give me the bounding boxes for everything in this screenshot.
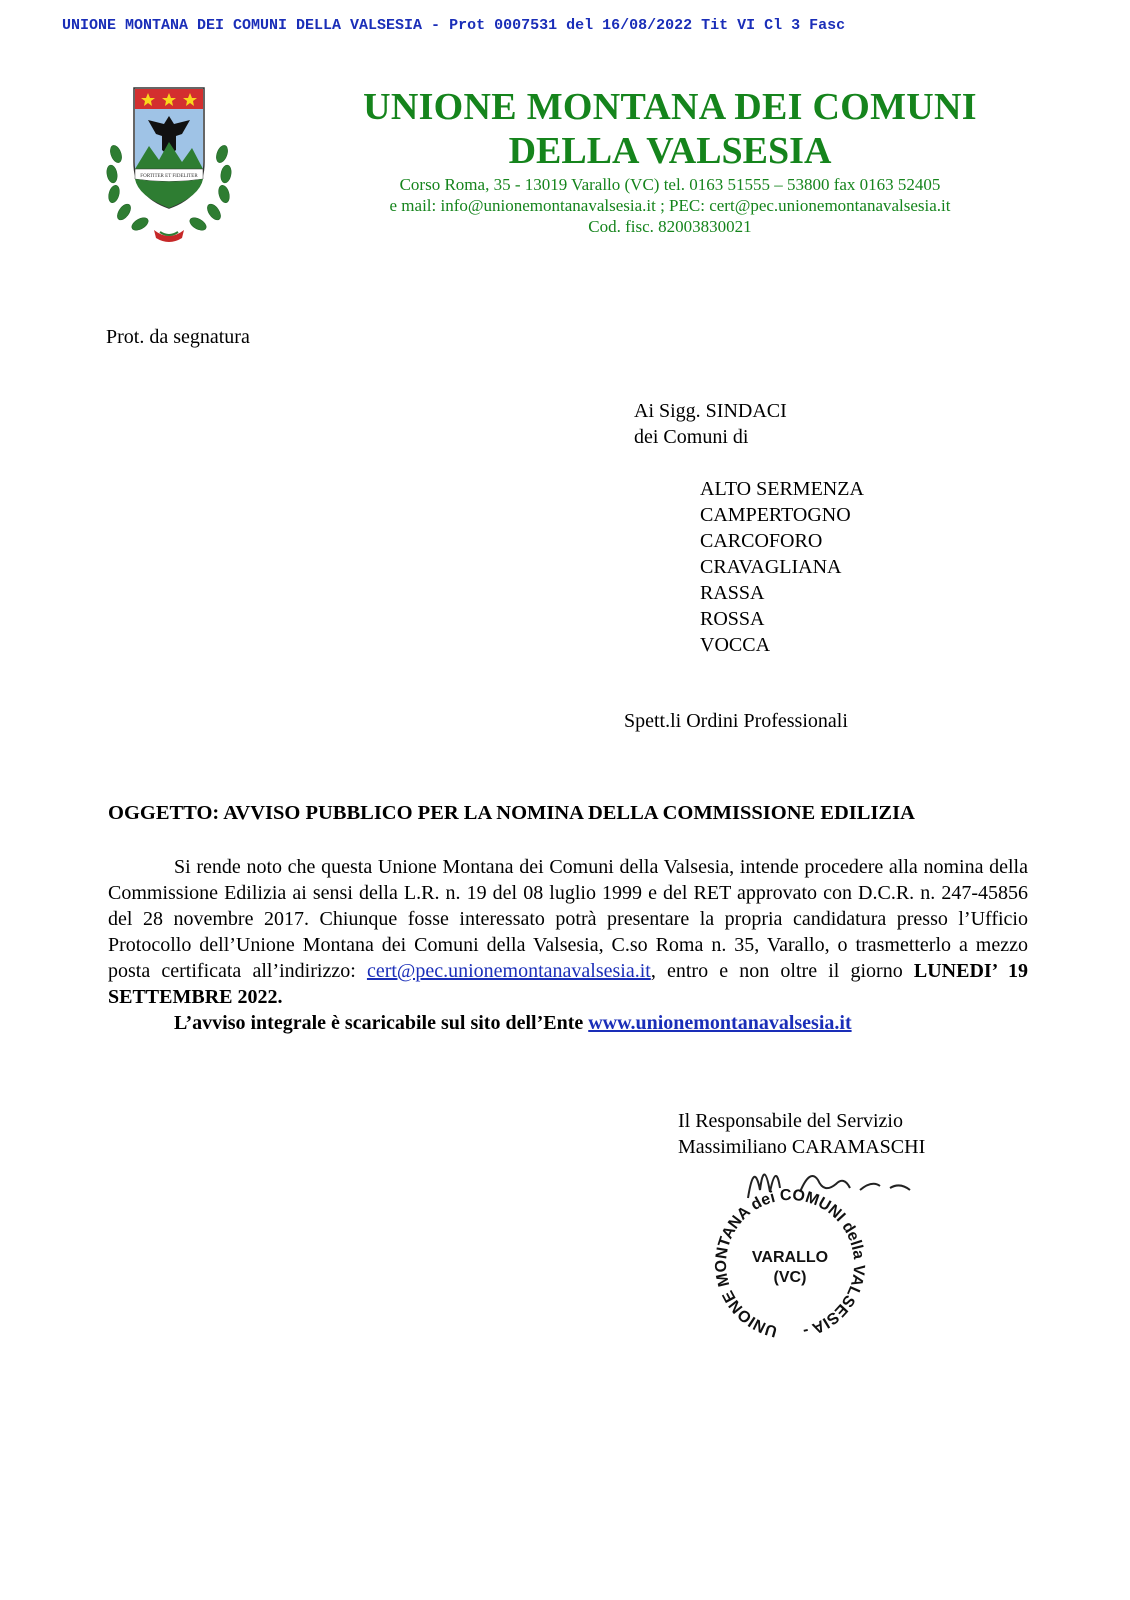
org-email: e mail: info@unionemontanavalsesia.it ; PEC: cert@pec.unionemontanavalsesia.it <box>389 196 951 215</box>
body-paragraph: Si rende noto che questa Unione Montana dei Comuni della Valsesia, intende procedere alla nomina della Commissione Edilizia ai sensi della L.R. n. 19 del 08 luglio 1999 e del RET approvato con D.C.R. n. 247-45856 del 28 novembre 2017. Chiunque fosse interessato potrà presentare la propria candidatura presso l’Ufficio Protocollo dell’Unione Montana dei Comuni della Valsesia, C.so Roma n. 35, Varallo, o trasmetterlo a mezzo posta certificata all’indirizzo: <box>108 856 1028 982</box>
comune-item: CARCOFORO <box>700 530 823 552</box>
stamp-city: VARALLO <box>751 1249 829 1266</box>
website-link[interactable]: www.unionemontanavalsesia.it <box>588 1012 852 1034</box>
subject-line: OGGETTO: AVVISO PUBBLICO PER LA NOMINA DELLA COMMISSIONE EDILIZIA <box>108 802 915 824</box>
recipient-line1: Ai Sigg. SINDACI <box>634 400 787 422</box>
letterhead <box>300 86 1040 237</box>
org-address: Corso Roma, 35 - 13019 Varallo (VC) tel. 0163 51555 – 53800 fax 0163 52405 <box>399 175 941 194</box>
protocol-header: UNIONE MONTANA DEI COMUNI DELLA VALSESIA - Prot 0007531 del 16/08/2022 Tit VI Cl 3 Fasc <box>62 17 846 34</box>
recipient-ordini: Spett.li Ordini Professionali <box>624 710 848 732</box>
org-title-line2: DELLA VALSESIA <box>508 130 832 172</box>
prot-note: Prot. da segnatura <box>106 326 250 348</box>
stamp-province: (VC) <box>773 1269 807 1286</box>
comune-item: CAMPERTOGNO <box>700 504 851 526</box>
org-title-line1: UNIONE MONTANA DEI COMUNI <box>363 86 977 128</box>
pec-email-link[interactable]: cert@pec.unionemontanavalsesia.it <box>366 960 651 982</box>
stamp-ring-text: UNIONE MONTANA dei COMUNI della VALSESIA - <box>712 1186 868 1340</box>
signature-role: Il Responsabile del Servizio <box>678 1110 903 1132</box>
final-prefix: L’avviso integrale è scaricabile sul sito dell’Ente <box>174 1012 584 1034</box>
org-fiscal-code: Cod. fisc. 82003830021 <box>588 217 752 236</box>
crest-motto: FORTITER ET FIDELITER <box>140 174 198 179</box>
final-line <box>108 1010 1028 1036</box>
coat-of-arms-logo <box>104 84 234 244</box>
body-text <box>108 854 1028 1036</box>
comune-item: CRAVAGLIANA <box>700 556 842 578</box>
official-stamp <box>700 1178 880 1348</box>
comune-item: RASSA <box>700 582 765 604</box>
comune-item: VOCCA <box>700 634 771 656</box>
deadline-prefix: , entro e non oltre il giorno <box>650 960 903 982</box>
signature-name: Massimiliano CARAMASCHI <box>678 1136 926 1158</box>
comune-item: ROSSA <box>700 608 765 630</box>
deadline-date: LUNEDI’ 19 SETTEMBRE 2022. <box>108 960 1029 1008</box>
recipient-line2: dei Comuni di <box>634 426 749 448</box>
comune-item: ALTO SERMENZA <box>700 478 864 500</box>
